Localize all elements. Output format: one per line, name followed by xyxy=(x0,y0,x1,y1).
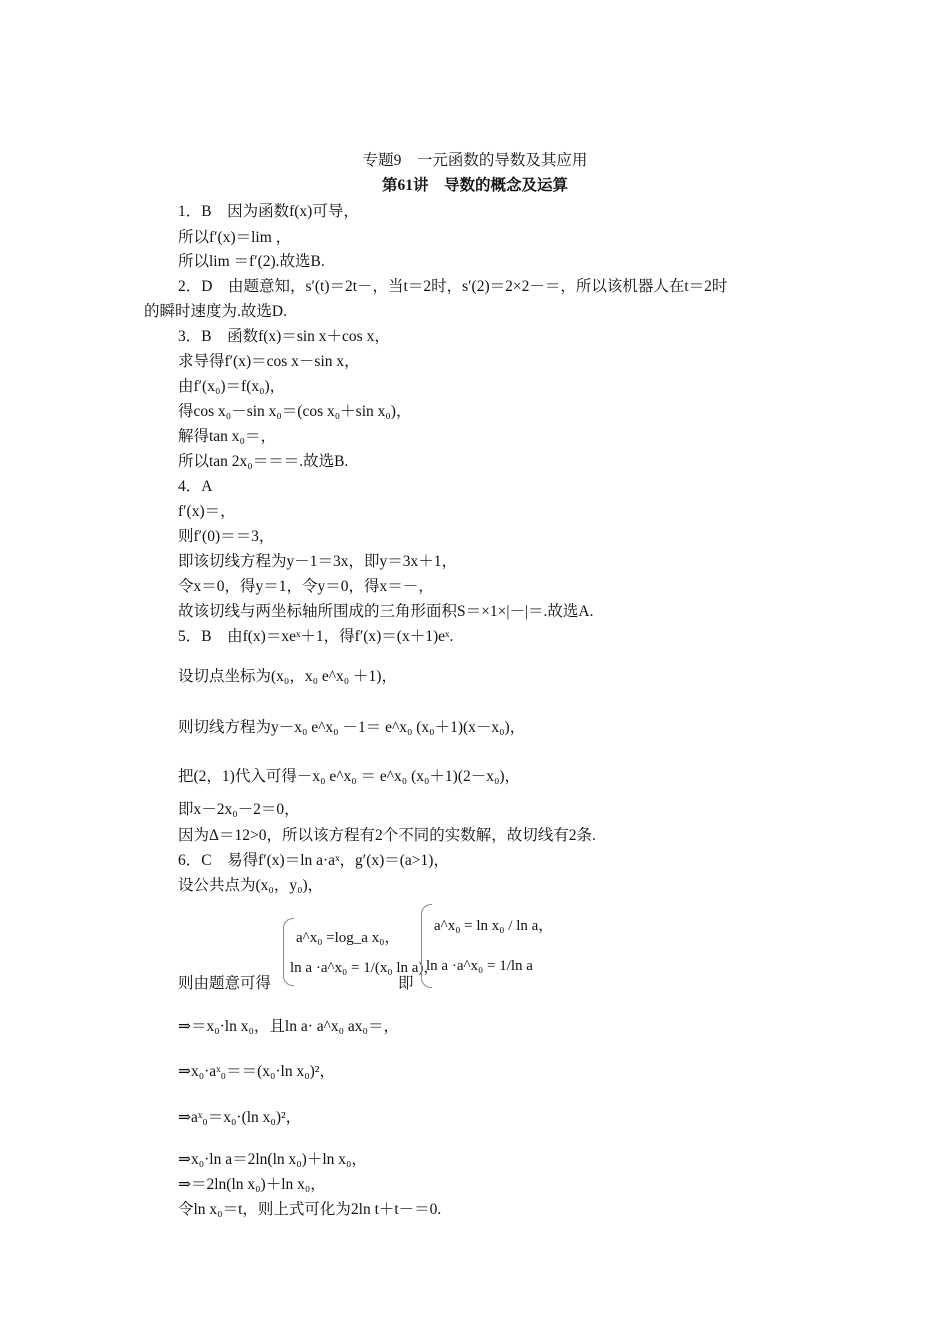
text-line: 则f′(0)＝＝3， xyxy=(178,528,275,545)
text-line: 6．C 易得f′(x)＝ln a·aˣ，g′(x)＝(a>1)， xyxy=(178,852,449,869)
text-line: 由f′(x₀)＝f(x₀)， xyxy=(178,378,286,395)
text-line: ⇒＝x₀·ln x₀，且ln a· a^x₀ ax₀＝， xyxy=(178,1018,399,1035)
text-line: 把(2，1)代入可得－x₀ e^x₀ ＝ e^x₀ (x₀＋1)(2－x₀)， xyxy=(178,768,521,785)
text-line: 即 xyxy=(398,975,414,992)
text-line: 所以tan 2x₀＝＝＝.故选B. xyxy=(178,453,349,470)
topic-title: 专题9 一元函数的导数及其应用 xyxy=(362,152,588,169)
text-line: 所以lim ＝f′(2).故选B. xyxy=(178,253,325,270)
text-line: 2．D 由题意知，s′(t)＝2t－，当t＝2时，s′(2)＝2×2－＝，所以该机器人在t＝2时 xyxy=(178,278,728,295)
text-line: 因为Δ＝12>0，所以该方程有2个不同的实数解，故切线有2条. xyxy=(178,827,596,844)
system-row: ln a ·a^x₀ = 1/(x₀ ln a)， xyxy=(290,960,439,976)
text-line: ⇒＝2ln(ln x₀)＋ln x₀， xyxy=(178,1176,326,1193)
text-line: 求导得f′(x)＝cos x－sin x， xyxy=(178,353,360,370)
system-row: ln a ·a^x₀ = 1/ln a xyxy=(426,958,533,974)
text-line: 3．B 函数f(x)＝sin x＋cos x， xyxy=(178,328,390,345)
lecture-title: 第61讲 导数的概念及运算 xyxy=(381,177,568,194)
text-line: ⇒x₀·aˣ₀＝＝(x₀·ln x₀)²， xyxy=(178,1063,335,1080)
text-line: 则切线方程为y－x₀ e^x₀ －1＝ e^x₀ (x₀＋1)(x－x₀)， xyxy=(178,719,526,736)
text-line: ⇒x₀·ln a＝2ln(ln x₀)＋ln x₀， xyxy=(178,1151,367,1168)
text-line: 即该切线方程为y－1＝3x，即y＝3x＋1， xyxy=(178,553,458,570)
text-line: ⇒aˣ₀＝x₀·(ln x₀)²， xyxy=(178,1109,302,1126)
text-line: 5．B 由f(x)＝xeˣ＋1，得f′(x)＝(x＋1)eˣ. xyxy=(178,628,454,645)
text-line: 设切点坐标为(x₀，x₀ e^x₀ ＋1)， xyxy=(178,668,397,685)
text-line: 1．B 因为函数f(x)可导， xyxy=(178,203,359,220)
text-line: 设公共点为(x₀，y₀)， xyxy=(178,877,324,894)
text-line: 令ln x₀＝t，则上式可化为2ln t＋t－＝0. xyxy=(178,1201,442,1218)
text-line: 所以f′(x)＝lim ， xyxy=(178,229,292,246)
text-line: 故该切线与两坐标轴所围成的三角形面积S＝×1×|－|＝.故选A. xyxy=(178,603,594,620)
text-line: 令x＝0，得y＝1，令y＝0，得x＝－， xyxy=(178,578,434,595)
text-line: f′(x)＝， xyxy=(178,503,236,520)
text-line: 则由题意可得 xyxy=(178,975,272,992)
system-row: a^x₀ =log_a x₀， xyxy=(296,930,400,946)
text-line: 4．A xyxy=(178,478,213,495)
left-brace xyxy=(421,904,432,988)
text-line: 的瞬时速度为.故选D. xyxy=(144,303,287,320)
text-line: 即x－2x₀－2＝0， xyxy=(178,801,300,818)
text-line: 得cos x₀－sin x₀＝(cos x₀＋sin x₀)， xyxy=(178,403,412,420)
text-line: 解得tan x₀＝， xyxy=(178,428,276,445)
system-row: a^x₀ = ln x₀ / ln a， xyxy=(434,918,554,934)
